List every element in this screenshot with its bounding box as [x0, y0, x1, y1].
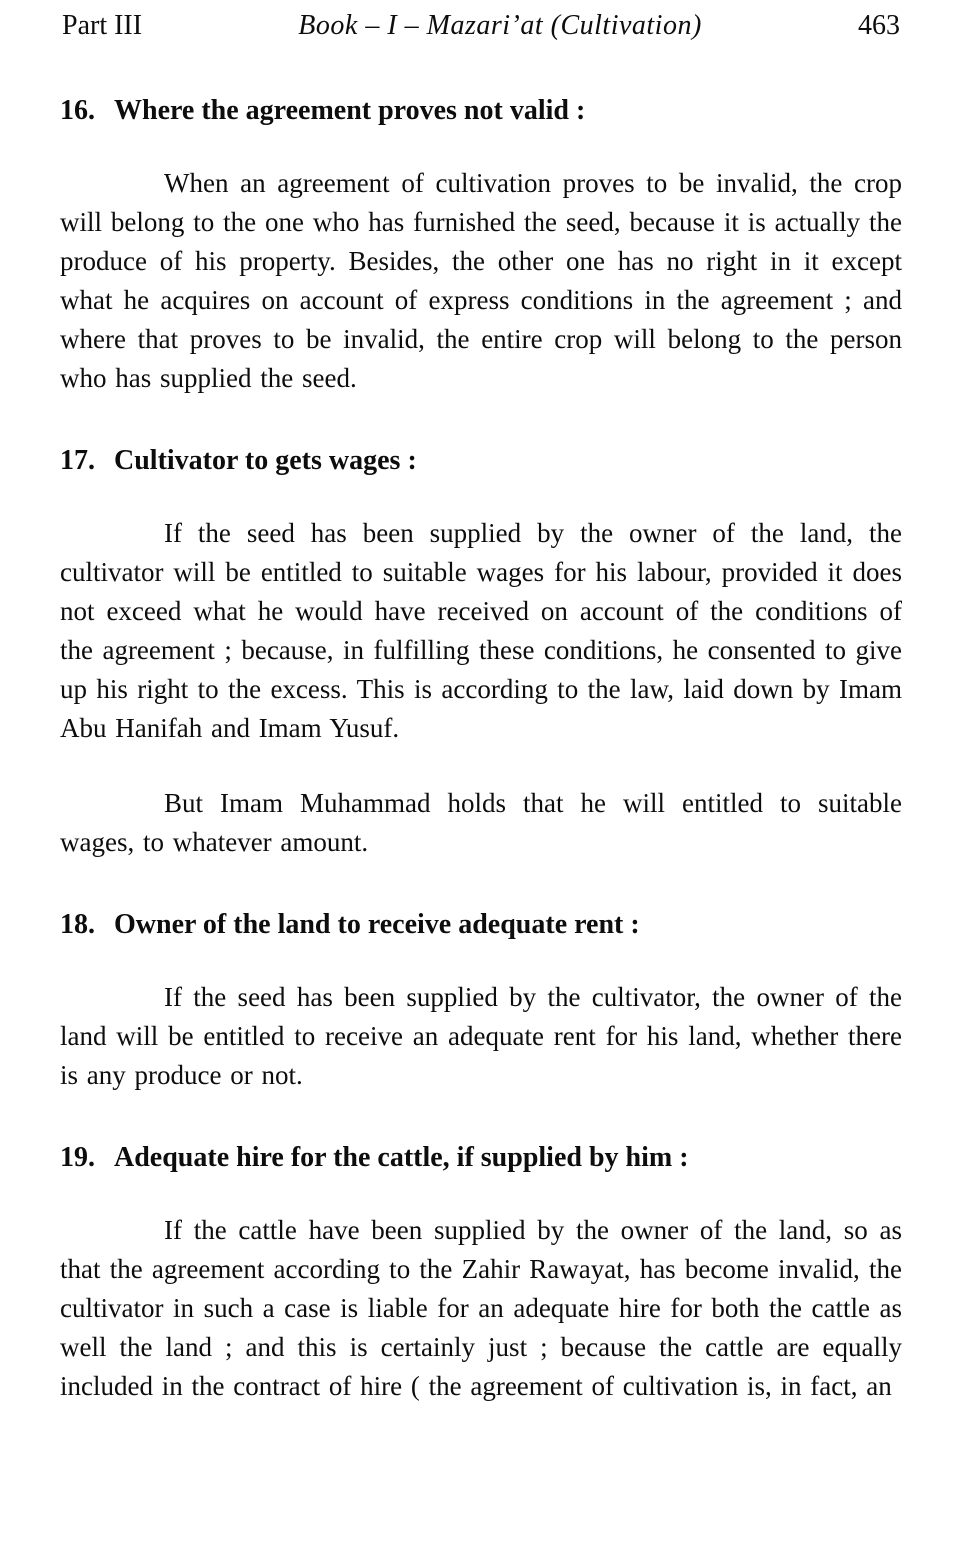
section-16	[60, 94, 902, 398]
section-18-heading	[60, 908, 902, 942]
section-18-title: Owner of the land to receive adequate rent :	[114, 909, 640, 940]
section-18-paragraph-1: If the seed has been supplied by the cultivator, the owner of the land will be entitled to receive an adequate rent for his land, whether there is any produce or not.	[60, 982, 902, 1090]
section-16-paragraph-1: When an agreement of cultivation proves to be invalid, the crop will belong to the one who has furnished the seed, because it is actually the produce of his property. Besides, the other one has no right in it except what he acquires on account of express conditions in the agreement ; and where that proves to be invalid, the entire crop will belong to the person who has supplied the seed.	[60, 168, 902, 393]
section-17-heading	[60, 444, 902, 478]
section-19-paragraph-1: If the cattle have been supplied by the owner of the land, so as that the agreement according to the Zahir Rawayat, has become invalid, the cultivator in such a case is liable for an adequate hire for both the cattle as well the land ; and this is certainly just ; because the cattle are equally included in the contract of hire ( the agreement of cultivation is, in fact, an	[60, 1215, 902, 1401]
section-19	[60, 1141, 902, 1406]
section-18	[60, 908, 902, 1095]
section-17-paragraph-1: If the seed has been supplied by the owner of the land, the cultivator will be entitled to suitable wages for his labour, provided it does not exceed what he would have received on account of the conditions of the agreement ; because, in fulfilling these conditions, he consented to give up his right to the excess. This is according to the law, laid down by Imam Abu Hanifah and Imam Yusuf.	[60, 518, 902, 743]
running-header	[60, 6, 902, 48]
page-number: 463	[858, 10, 900, 41]
section-16-number: 16.	[60, 95, 95, 126]
header-part-label: Part III	[62, 10, 143, 41]
section-17-paragraph-2: But Imam Muhammad holds that he will entitled to suitable wages, to whatever amount.	[60, 788, 902, 857]
section-18-number: 18.	[60, 909, 95, 940]
section-16-title: Where the agreement proves not valid :	[114, 95, 586, 126]
section-16-heading	[60, 94, 902, 128]
section-17	[60, 444, 902, 862]
section-17-title: Cultivator to gets wages :	[114, 445, 417, 476]
section-17-number: 17.	[60, 445, 95, 476]
section-19-heading	[60, 1141, 902, 1175]
section-19-title: Adequate hire for the cattle, if supplied by him :	[114, 1142, 689, 1173]
section-19-number: 19.	[60, 1142, 95, 1173]
header-book-title: Book – I – Mazari’at (Cultivation)	[298, 10, 702, 41]
